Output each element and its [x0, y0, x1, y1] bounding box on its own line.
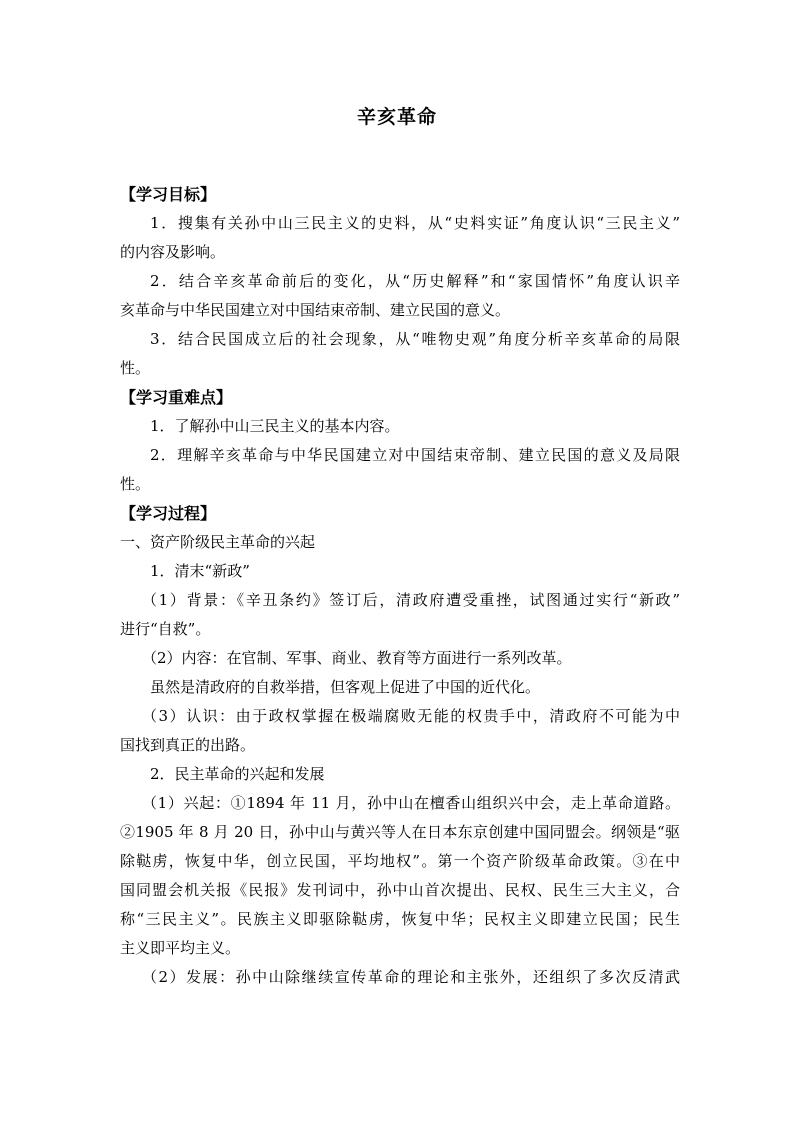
sub2-rise-line-1: （1）兴起：①1894 年 11 月，孙中山在檀香山组织兴中会，走上革命道路。	[142, 794, 680, 812]
subsection-2-title: 2．民主革命的兴起和发展	[150, 765, 325, 783]
key-point-2-line-1: 2．理解辛亥革命与中华民国建立对中国结束帝制、建立民国的意义及局限	[150, 446, 680, 464]
sub1-understanding-line-2: 国找到真正的出路。	[120, 736, 256, 754]
key-point-1: 1．了解孙中山三民主义的基本内容。	[150, 417, 400, 435]
goal-1-line-2: 的内容及影响。	[120, 243, 226, 261]
process-heading: 【学习过程】	[120, 504, 217, 523]
sub2-rise-line-2: ②1905 年 8 月 20 日，孙中山与黄兴等人在日本东京创建中国同盟会。纲领是“驱	[120, 823, 680, 841]
sub1-note: 虽然是清政府的自救举措，但客观上促进了中国的近代化。	[150, 678, 541, 696]
sub1-understanding-line-1: （3）认识：由于政权掌握在极端腐败无能的权贵手中，清政府不可能为中	[142, 707, 680, 725]
goal-1-line-1: 1．搜集有关孙中山三民主义的史料，从“史料实证”角度认识“三民主义”	[150, 214, 680, 232]
goal-3-line-2: 性。	[120, 359, 151, 377]
sub2-development-line-1: （2）发展：孙中山除继续宣传革命的理论和主张外，还组织了多次反清武	[142, 968, 680, 986]
sub2-rise-line-6: 主义即平均主义。	[120, 939, 241, 957]
sub1-content: （2）内容：在官制、军事、商业、教育等方面进行一系列改革。	[142, 649, 572, 667]
goals-heading: 【学习目标】	[120, 185, 217, 204]
sub2-rise-line-3: 除鞑虏，恢复中华，创立民国，平均地权”。第一个资产阶级革命政策。③在中	[120, 852, 680, 870]
key-point-2-line-2: 性。	[120, 475, 151, 493]
sub2-rise-line-4: 国同盟会机关报《民报》发刊词中，孙中山首次提出、民权、民生三大主义，合	[120, 881, 680, 899]
key-points-heading: 【学习重难点】	[120, 388, 233, 407]
section-1-title: 一、资产阶级民主革命的兴起	[120, 533, 316, 551]
sub1-background-line-1: （1）背景：《辛丑条约》签订后，清政府遭受重挫，试图通过实行“新政”	[142, 591, 680, 609]
document-body	[120, 180, 680, 992]
sub2-rise-line-5: 称“三民主义”。民族主义即驱除鞑虏，恢复中华；民权主义即建立民国；民生	[120, 910, 680, 928]
subsection-1-title: 1．清末“新政”	[150, 562, 250, 580]
goal-2-line-1: 2．结合辛亥革命前后的变化，从“历史解释”和“家国情怀”角度认识辛	[150, 272, 680, 290]
goal-3-line-1: 3．结合民国成立后的社会现象，从“唯物史观”角度分析辛亥革命的局限	[150, 330, 680, 348]
goal-2-line-2: 亥革命与中华民国建立对中国结束帝制、建立民国的意义。	[120, 301, 511, 319]
sub1-background-line-2: 进行“自救”。	[120, 620, 211, 638]
document-title: 辛亥革命	[356, 106, 437, 128]
